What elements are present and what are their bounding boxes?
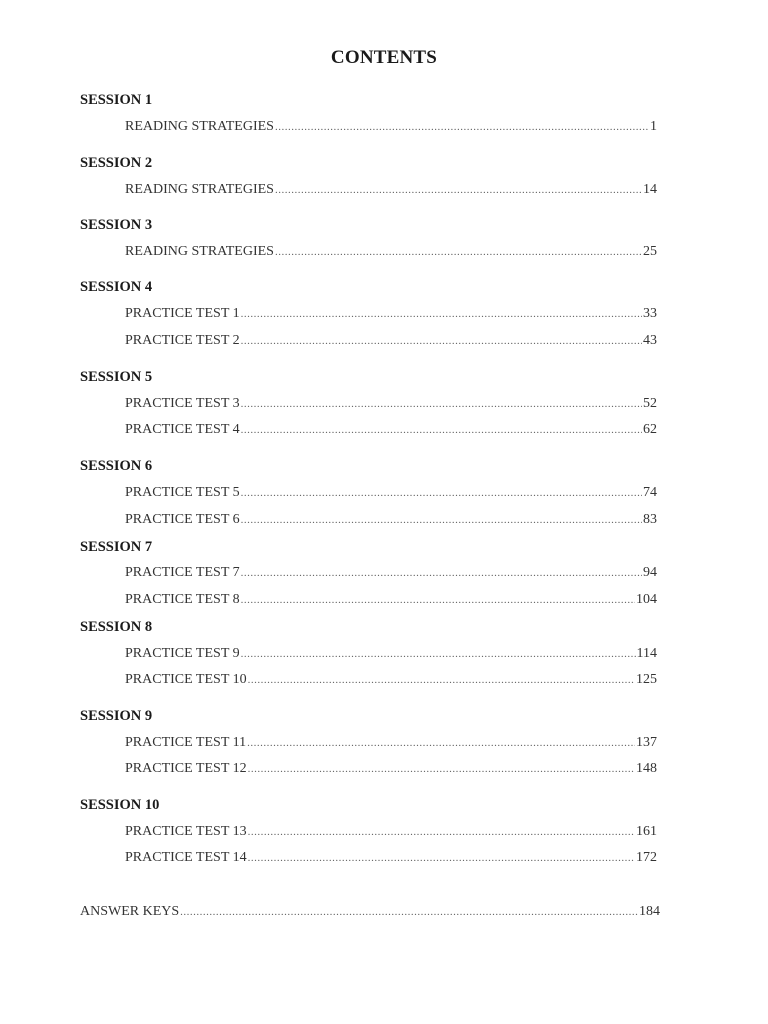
entry-page-number: 33 <box>643 306 657 321</box>
entry-page-number: 62 <box>643 422 657 437</box>
entry-label: PRACTICE TEST 6 <box>125 512 240 527</box>
entry-label: PRACTICE TEST 8 <box>125 592 240 607</box>
entry-page-number: 114 <box>636 646 657 661</box>
entry-page-number: 83 <box>643 512 657 527</box>
dot-leader <box>241 395 642 413</box>
toc-entry <box>125 305 657 323</box>
session-heading-8: SESSION 8 <box>80 619 153 635</box>
dot-leader <box>241 484 642 502</box>
toc-entry <box>125 760 657 778</box>
toc-entry <box>125 421 657 439</box>
toc-entry <box>125 243 657 261</box>
entry-page-number: 43 <box>643 333 657 348</box>
entry-page-number: 137 <box>636 735 657 750</box>
toc-entry <box>125 511 657 529</box>
entry-label: PRACTICE TEST 5 <box>125 485 240 500</box>
entry-label: PRACTICE TEST 14 <box>125 850 247 865</box>
session-heading-2: SESSION 2 <box>80 155 153 171</box>
entry-label: PRACTICE TEST 1 <box>125 306 240 321</box>
entry-page-number: 1 <box>650 119 657 134</box>
entry-page-number: 74 <box>643 485 657 500</box>
session-heading-10: SESSION 10 <box>80 797 160 813</box>
entry-label: PRACTICE TEST 9 <box>125 646 240 661</box>
entry-page-number: 125 <box>636 672 657 687</box>
entry-page-number: 14 <box>643 182 657 197</box>
toc-entry <box>125 564 657 582</box>
entry-page-number: 161 <box>636 824 657 839</box>
session-heading-3: SESSION 3 <box>80 217 153 233</box>
dot-leader <box>248 849 635 867</box>
dot-leader <box>241 421 642 439</box>
entry-page-number: 184 <box>639 904 660 919</box>
entry-page-number: 25 <box>643 244 657 259</box>
dot-leader <box>248 760 635 778</box>
toc-entry-answer-keys <box>80 903 660 921</box>
toc-entry <box>125 823 657 841</box>
entry-label: PRACTICE TEST 3 <box>125 396 240 411</box>
session-heading-7: SESSION 7 <box>80 539 153 555</box>
dot-leader <box>247 734 635 752</box>
session-heading-6: SESSION 6 <box>80 458 153 474</box>
dot-leader <box>248 823 635 841</box>
session-heading-1: SESSION 1 <box>80 92 153 108</box>
entry-label: PRACTICE TEST 11 <box>125 735 247 750</box>
entry-page-number: 104 <box>636 592 657 607</box>
toc-entry <box>125 645 657 663</box>
entry-page-number: 148 <box>636 761 657 776</box>
entry-label: READING STRATEGIES <box>125 244 274 259</box>
dot-leader <box>180 903 638 921</box>
dot-leader <box>241 591 635 609</box>
entry-label: READING STRATEGIES <box>125 182 274 197</box>
page-title: CONTENTS <box>330 47 438 68</box>
toc-entry <box>125 734 657 752</box>
session-heading-4: SESSION 4 <box>80 279 153 295</box>
entry-label: ANSWER KEYS <box>80 904 180 919</box>
session-heading-5: SESSION 5 <box>80 369 153 385</box>
dot-leader <box>241 305 642 323</box>
entry-page-number: 52 <box>643 396 657 411</box>
entry-label: PRACTICE TEST 10 <box>125 672 247 687</box>
dot-leader <box>241 564 642 582</box>
entry-label: READING STRATEGIES <box>125 119 274 134</box>
dot-leader <box>241 645 636 663</box>
entry-page-number: 94 <box>643 565 657 580</box>
toc-entry <box>125 332 657 350</box>
dot-leader <box>275 181 642 199</box>
toc-entry <box>125 118 657 136</box>
entry-label: PRACTICE TEST 2 <box>125 333 240 348</box>
dot-leader <box>241 511 642 529</box>
toc-entry <box>125 849 657 867</box>
toc-entry <box>125 395 657 413</box>
entry-label: PRACTICE TEST 7 <box>125 565 240 580</box>
entry-label: PRACTICE TEST 4 <box>125 422 240 437</box>
session-heading-9: SESSION 9 <box>80 708 153 724</box>
dot-leader <box>275 243 642 261</box>
toc-entry <box>125 591 657 609</box>
dot-leader <box>248 671 635 689</box>
toc-entry <box>125 181 657 199</box>
entry-label: PRACTICE TEST 13 <box>125 824 247 839</box>
dot-leader <box>241 332 642 350</box>
dot-leader <box>275 118 649 136</box>
entry-page-number: 172 <box>636 850 657 865</box>
toc-entry <box>125 671 657 689</box>
entry-label: PRACTICE TEST 12 <box>125 761 247 776</box>
toc-entry <box>125 484 657 502</box>
